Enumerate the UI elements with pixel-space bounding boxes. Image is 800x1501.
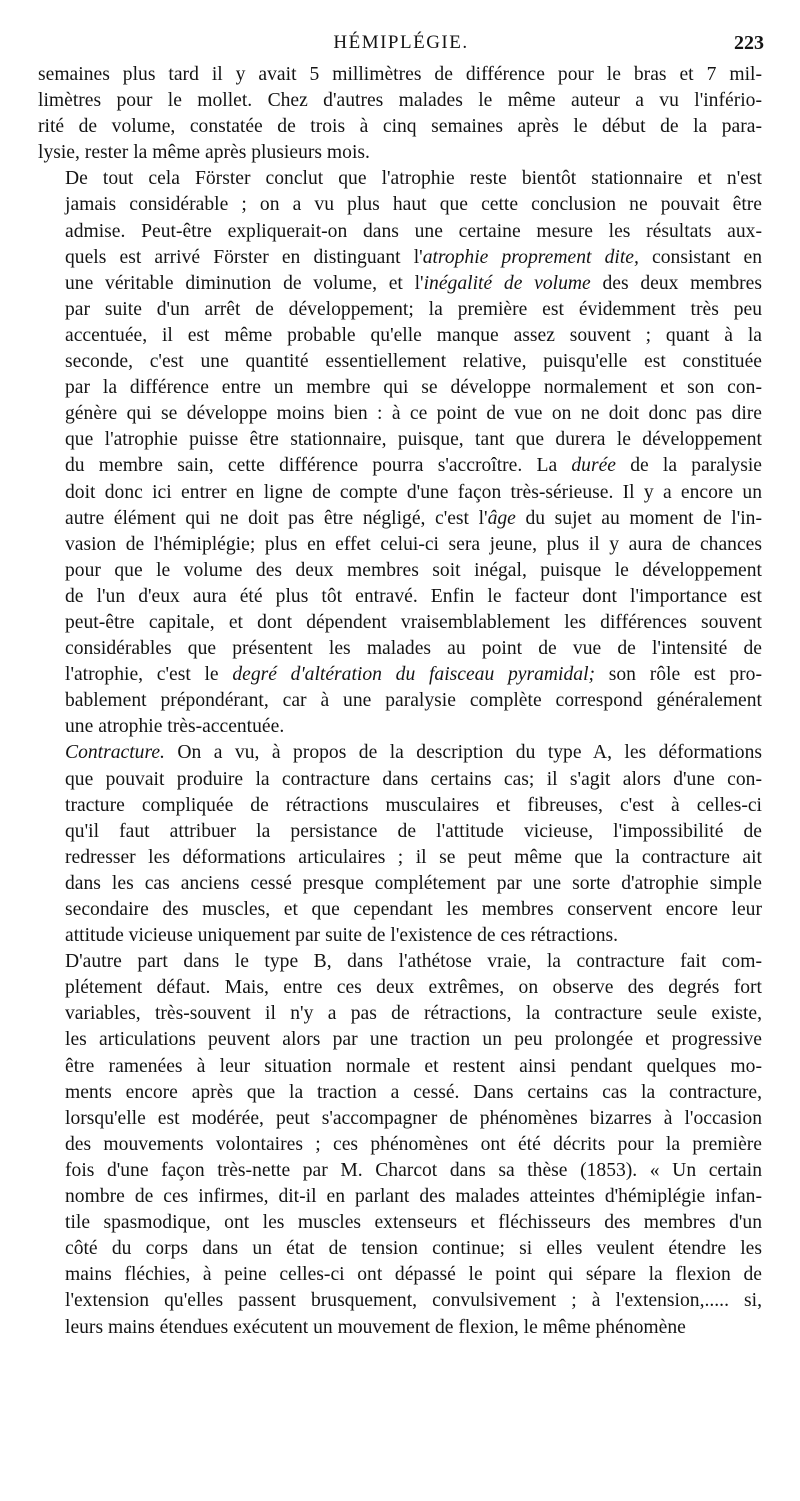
paragraph (38, 949, 762, 1340)
text-line (38, 975, 762, 1001)
text-segment: limètres pour le mollet. Chez d'autres malades le même auteur a vu l'infério- (38, 90, 762, 112)
text-segment: quels est arrivé Förster en distinguant l' (65, 246, 423, 268)
italic-text: inégalité de volume (423, 272, 591, 294)
text-segment: attitude vicieuse uniquement par suite de l'existence de ces rétractions. (65, 925, 619, 947)
text-line (38, 245, 762, 271)
text-line (38, 427, 762, 453)
text-segment: admise. Peut-être expliquerait-on dans une certaine mesure les résultats aux- (65, 220, 762, 242)
text-segment: doit donc ici entrer en ligne de compte d'une façon très-sérieuse. Il y a encore un (65, 481, 762, 503)
text-segment: fois d'une façon très-nette par M. Charcot dans sa thèse (1853). « Un certain (65, 1159, 762, 1181)
text-segment: On a vu, à propos de la description du type A, les déformations (164, 742, 762, 764)
text-line (38, 297, 762, 323)
text-segment: que pouvait produire la contracture dans certains cas; il s'agit alors d'une con- (65, 768, 762, 790)
text-line (38, 1132, 762, 1158)
text-segment: redresser les déformations articulaires ; il se peut même que la contracture ait (65, 846, 762, 868)
text-segment: être ramenées à leur situation normale et restent ainsi pendant quelques mo- (65, 1055, 762, 1077)
text-segment: une véritable diminution de volume, et l' (65, 272, 424, 294)
text-segment: bablement prépondérant, car à une paralysie complète correspond généralement (65, 690, 762, 712)
text-segment: de l'un d'eux aura été plus tôt entravé. Enfin le facteur dont l'importance est (65, 585, 762, 607)
text-segment: ments encore après que la traction a cessé. Dans certains cas la contracture, (65, 1081, 762, 1103)
text-line (38, 375, 762, 401)
italic-text: durée (571, 455, 616, 477)
italic-text: âge (487, 507, 516, 529)
text-segment: peut-être capitale, et dont dépendent vraisemblablement les différences souvent (65, 611, 762, 633)
text-line (38, 349, 762, 375)
text-segment: vasion de l'hémiplégie; plus en effet celui-ci sera jeune, plus il y aura de chances (65, 533, 762, 555)
text-line (38, 1001, 762, 1027)
text-segment: du membre sain, cette différence pourra s'accroître. La (65, 455, 572, 477)
text-segment: autre élément qui ne doit pas être négligé, c'est l' (65, 507, 488, 529)
text-segment: considérables que présentent les malades au point de vue de l'intensité de (65, 638, 762, 660)
text-line (38, 140, 762, 166)
italic-text: Contracture. (65, 742, 165, 764)
text-segment: consistant en (638, 246, 762, 268)
text-line (38, 1236, 762, 1262)
text-line (38, 897, 762, 923)
text-line (38, 845, 762, 871)
text-line (38, 662, 762, 688)
paragraph (38, 740, 762, 949)
text-segment: rité de volume, constatée de trois à cinq semaines après le début de la para- (38, 116, 762, 138)
text-segment: les articulations peuvent alors par une traction un peu prolongée et progressive (65, 1029, 762, 1051)
text-line (38, 767, 762, 793)
text-segment: par suite d'un arrêt de développement; la première est évidemment très peu (65, 298, 762, 320)
page-number: 223 (734, 32, 764, 54)
italic-text: atrophie proprement dite, (422, 246, 639, 268)
text-line (38, 871, 762, 897)
text-line (38, 949, 762, 975)
text-segment: seconde, c'est une quantité essentiellement relative, puisqu'elle est constituée (65, 351, 762, 373)
text-line (38, 88, 762, 114)
text-segment: une atrophie très-accentuée. (65, 716, 285, 738)
text-line (38, 923, 762, 949)
page-header (38, 30, 764, 56)
text-line (38, 323, 762, 349)
text-line (38, 636, 762, 662)
text-segment: lysie, rester la même après plusieurs mois. (38, 142, 370, 164)
text-segment: par la différence entre un membre qui se développe normalement et son con- (65, 377, 762, 399)
text-segment: plétement défaut. Mais, entre ces deux extrêmes, on observe des degrés fort (65, 977, 762, 999)
text-segment: accentuée, il est même probable qu'elle manque assez souvent ; quant à la (65, 324, 762, 346)
text-line (38, 584, 762, 610)
text-segment: tile spasmodique, ont les muscles extenseurs et fléchisseurs des membres d'un (65, 1212, 762, 1234)
text-line (38, 558, 762, 584)
text-line (38, 714, 762, 740)
text-line (38, 1184, 762, 1210)
text-line (38, 1315, 762, 1341)
text-line (38, 688, 762, 714)
text-segment: l'atrophie, c'est le (65, 664, 233, 686)
text-line (38, 506, 762, 532)
text-line (38, 166, 762, 192)
text-segment: de la paralysie (616, 455, 762, 477)
text-segment: dans les cas anciens cessé presque complétement par une sorte d'atrophie simple (65, 872, 762, 894)
text-line (38, 114, 762, 140)
text-segment: l'extension qu'elles passent brusquement, convulsivement ; à l'extension,..... si, (65, 1290, 762, 1312)
text-segment: leurs mains étendues exécutent un mouvement de flexion, le même phénomène (65, 1316, 686, 1338)
text-segment: secondaire des muscles, et que cependant les membres conservent encore leur (65, 899, 762, 920)
text-line (38, 1027, 762, 1053)
text-segment: du sujet au moment de l'in- (515, 507, 762, 529)
text-line (38, 1106, 762, 1132)
text-segment: son rôle est pro- (595, 664, 762, 686)
text-segment: côté du corps dans un état de tension continue; si elles veulent étendre les (65, 1238, 762, 1260)
text-line (38, 1158, 762, 1184)
text-line (38, 271, 762, 297)
body-text (38, 62, 762, 1341)
text-segment: tracture compliquée de rétractions musculaires et fibreuses, c'est à celles-ci (65, 794, 762, 816)
running-title: HÉMIPLÉGIE. (333, 32, 469, 53)
text-segment: jamais considérable ; on a vu plus haut que cette conclusion ne pouvait être (65, 194, 762, 216)
text-segment: des deux membres (590, 272, 762, 294)
text-line (38, 453, 762, 479)
text-line (38, 401, 762, 427)
text-segment: pour que le volume des deux membres soit inégal, puisque le développement (65, 559, 762, 581)
text-line (38, 610, 762, 636)
text-line (38, 62, 762, 88)
text-line (38, 1080, 762, 1106)
text-line (38, 1054, 762, 1080)
text-line (38, 1262, 762, 1288)
text-segment: nombre de ces infirmes, dit-il en parlant des malades atteintes d'hémiplégie infan- (65, 1186, 762, 1208)
text-line (38, 1288, 762, 1314)
text-line (38, 819, 762, 845)
text-line (38, 480, 762, 506)
text-segment: que l'atrophie puisse être stationnaire, puisque, tant que durera le développement (65, 429, 762, 451)
text-segment: lorsqu'elle est modérée, peut s'accompagner de phénomènes bizarres à l'occasion (65, 1107, 762, 1129)
paragraph (38, 62, 762, 166)
italic-text: degré d'altération du faisceau pyramidal; (232, 664, 596, 686)
text-segment: mains fléchies, à peine celles-ci ont dépassé le point qui sépare la flexion de (65, 1264, 762, 1286)
text-segment: semaines plus tard il y avait 5 millimètres de différence pour le bras et 7 mil- (38, 64, 762, 85)
text-segment: des mouvements volontaires ; ces phénomènes ont été décrits pour la première (65, 1133, 762, 1155)
text-segment: génère qui se développe moins bien : à ce point de vue on ne doit donc pas dire (65, 403, 762, 425)
text-line (38, 740, 762, 766)
text-line (38, 1210, 762, 1236)
text-line (38, 219, 762, 245)
text-segment: De tout cela Förster conclut que l'atrophie reste bientôt stationnaire et n'est (65, 168, 762, 190)
text-segment: qu'il faut attribuer la persistance de l'attitude vicieuse, l'impossibilité de (65, 820, 762, 842)
text-line (38, 192, 762, 218)
paragraph (38, 166, 762, 740)
text-segment: variables, très-souvent il n'y a pas de rétractions, la contracture seule existe, (65, 1003, 762, 1025)
text-segment: D'autre part dans le type B, dans l'athétose vraie, la contracture fait com- (65, 951, 762, 973)
text-line (38, 793, 762, 819)
text-line (38, 532, 762, 558)
